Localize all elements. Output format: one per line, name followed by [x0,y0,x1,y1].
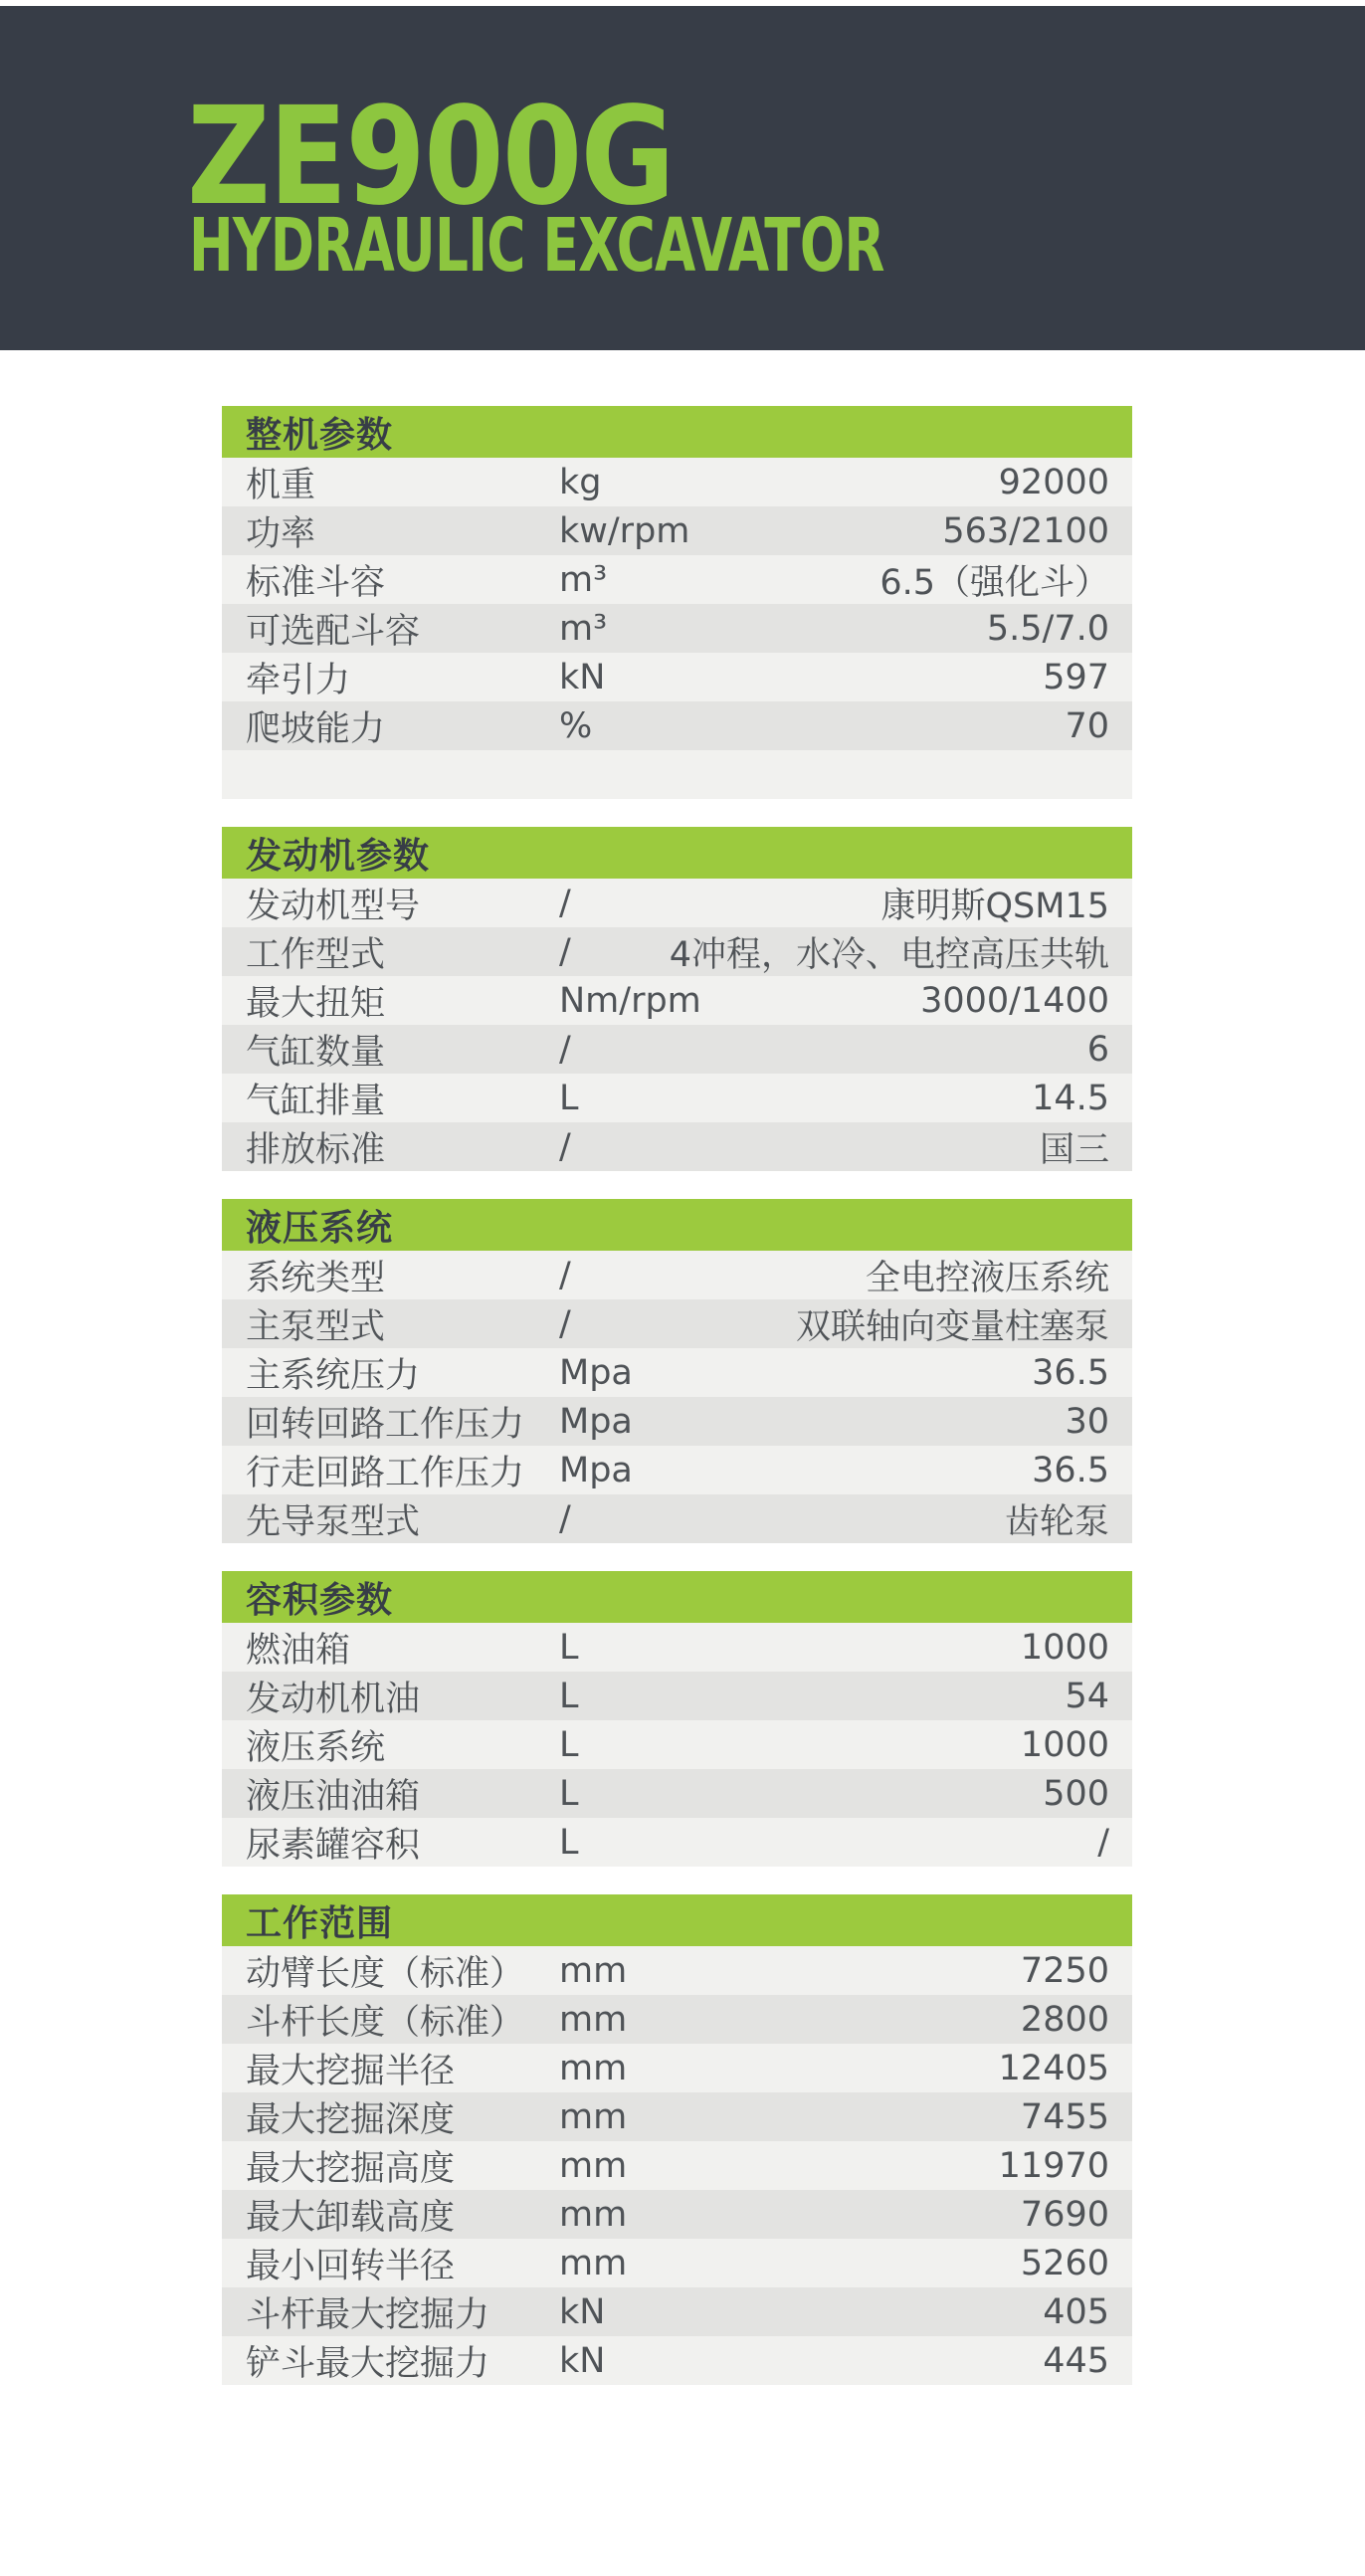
row-value: 7455 [1020,2096,1109,2137]
table-title: 容积参数 [222,1571,1132,1623]
row-value: 597 [1043,657,1109,697]
table-row [222,1946,1132,1995]
row-label: 爬坡能力 [246,708,386,749]
model-title: ZE900G [187,79,674,236]
row-value: 全电控液压系统 [865,1258,1109,1298]
row-value: 11970 [998,2145,1109,2186]
table-row [222,1122,1132,1171]
row-unit: Mpa [559,1450,633,1490]
row-value: 70 [1065,705,1109,746]
row-unit: mm [559,2048,628,2088]
table-row [222,1769,1132,1818]
row-unit: / [559,1029,571,1070]
table-row [222,506,1132,555]
spec-table [222,1199,1132,1543]
row-unit: / [559,1498,571,1539]
table-row [222,1720,1132,1769]
row-label: 最大挖掘半径 [246,2051,456,2091]
row-label: 发动机机油 [246,1679,421,1719]
table-rows [222,458,1132,799]
row-label: 回转回路工作压力 [246,1404,525,1445]
row-unit: kg [559,462,602,502]
table-title: 工作范围 [222,1894,1132,1946]
table-row [222,1494,1132,1543]
table-row [222,750,1132,799]
row-label: 标准斗容 [246,562,386,603]
spec-table [222,827,1132,1171]
row-unit: % [559,705,593,746]
row-value: 36.5 [1032,1352,1109,1393]
table-row [222,1025,1132,1074]
row-label: 先导泵型式 [246,1501,421,1542]
row-value: 7690 [1020,2194,1109,2235]
row-value: 6.5（强化斗） [879,562,1109,603]
row-unit: mm [559,2145,628,2186]
row-value: 2800 [1020,1999,1109,2040]
row-unit: / [559,931,571,972]
row-value: 1000 [1020,1627,1109,1668]
row-label: 最大卸载高度 [246,2197,456,2238]
table-row [222,458,1132,506]
row-value: 30 [1065,1401,1109,1442]
table-row [222,1995,1132,2044]
row-value: 54 [1065,1676,1109,1716]
row-value: 1000 [1020,1724,1109,1765]
table-row [222,2044,1132,2092]
row-value: 12405 [998,2048,1109,2088]
row-value: 4冲程，水冷、电控高压共轨 [669,934,1109,975]
row-unit: m³ [559,608,608,649]
row-label: 斗杆长度（标准） [246,2002,525,2043]
table-row [222,879,1132,927]
row-value: 5.5/7.0 [986,608,1109,649]
row-value: 6 [1086,1029,1109,1070]
row-value: 康明斯QSM15 [880,886,1109,926]
row-label: 功率 [246,513,316,554]
row-label: 液压系统 [246,1727,386,1768]
table-row [222,1397,1132,1446]
row-value: 14.5 [1032,1078,1109,1118]
row-unit: mm [559,1950,628,1991]
row-label: 主泵型式 [246,1306,386,1347]
row-label: 气缸数量 [246,1032,386,1073]
row-unit: / [559,883,571,923]
table-rows [222,1946,1132,2385]
table-row [222,1672,1132,1720]
row-label: 动臂长度（标准） [246,1953,525,1994]
table-row [222,2336,1132,2385]
table-title: 发动机参数 [222,827,1132,879]
table-row [222,1299,1132,1348]
row-unit: L [559,1773,579,1814]
row-unit: L [559,1078,579,1118]
row-label: 最大扭矩 [246,983,386,1024]
row-label: 牵引力 [246,660,351,700]
row-unit: L [559,1822,579,1863]
row-unit: mm [559,2194,628,2235]
table-rows [222,879,1132,1171]
row-unit: / [559,1303,571,1344]
row-unit: / [559,1126,571,1167]
row-unit: Mpa [559,1401,633,1442]
row-value: 92000 [998,462,1109,502]
row-unit: kN [559,657,606,697]
table-row [222,1348,1132,1397]
table-row [222,1623,1132,1672]
row-label: 机重 [246,465,316,505]
row-label: 铲斗最大挖掘力 [246,2343,490,2384]
row-value: 445 [1043,2340,1109,2381]
row-value: 500 [1043,1773,1109,1814]
row-label: 最大挖掘深度 [246,2099,456,2140]
row-unit: Nm/rpm [559,980,701,1021]
table-row [222,1251,1132,1299]
row-value: 齿轮泵 [1004,1501,1109,1542]
row-value: / [1097,1822,1109,1863]
row-label: 最大挖掘高度 [246,2148,456,2189]
row-value: 563/2100 [942,510,1109,551]
table-title: 整机参数 [222,406,1132,458]
row-label: 尿素罐容积 [246,1825,421,1866]
table-row [222,927,1132,976]
table-rows [222,1623,1132,1867]
row-label: 斗杆最大挖掘力 [246,2294,490,2335]
row-unit: mm [559,2096,628,2137]
row-unit: L [559,1627,579,1668]
row-label: 行走回路工作压力 [246,1453,525,1493]
row-unit: L [559,1676,579,1716]
row-unit: L [559,1724,579,1765]
table-row [222,2141,1132,2190]
table-row [222,2190,1132,2239]
row-label: 主系统压力 [246,1355,421,1396]
table-row [222,1074,1132,1122]
row-label: 工作型式 [246,934,386,975]
row-value: 国三 [1039,1129,1109,1170]
row-label: 系统类型 [246,1258,386,1298]
table-row [222,2092,1132,2141]
table-rows [222,1251,1132,1543]
table-row [222,2239,1132,2287]
table-row [222,976,1132,1025]
row-label: 液压油油箱 [246,1776,421,1817]
table-row [222,555,1132,604]
model-subtitle: HYDRAULIC EXCAVATOR [189,203,884,289]
row-label: 最小回转半径 [246,2246,456,2286]
row-value: 405 [1043,2291,1109,2332]
table-title: 液压系统 [222,1199,1132,1251]
row-unit: kN [559,2340,606,2381]
row-unit: mm [559,1999,628,2040]
table-row [222,1818,1132,1867]
row-value: 3000/1400 [920,980,1109,1021]
spec-table [222,406,1132,799]
table-row [222,1446,1132,1494]
spec-table [222,1571,1132,1867]
row-value: 双联轴向变量柱塞泵 [795,1306,1109,1347]
spec-table [222,1894,1132,2385]
table-row [222,701,1132,750]
row-unit: / [559,1255,571,1295]
hero-banner [0,6,1365,350]
row-unit: mm [559,2243,628,2283]
row-label: 可选配斗容 [246,611,421,652]
row-unit: kN [559,2291,606,2332]
row-label: 气缸排量 [246,1081,386,1121]
row-label: 发动机型号 [246,886,421,926]
row-value: 36.5 [1032,1450,1109,1490]
row-label: 排放标准 [246,1129,386,1170]
table-row [222,604,1132,653]
row-unit: kw/rpm [559,510,690,551]
row-label: 燃油箱 [246,1630,351,1671]
row-unit: Mpa [559,1352,633,1393]
row-value: 7250 [1020,1950,1109,1991]
spec-tables-container [222,350,1132,2385]
row-value: 5260 [1020,2243,1109,2283]
table-row [222,653,1132,701]
row-unit: m³ [559,559,608,600]
table-row [222,2287,1132,2336]
